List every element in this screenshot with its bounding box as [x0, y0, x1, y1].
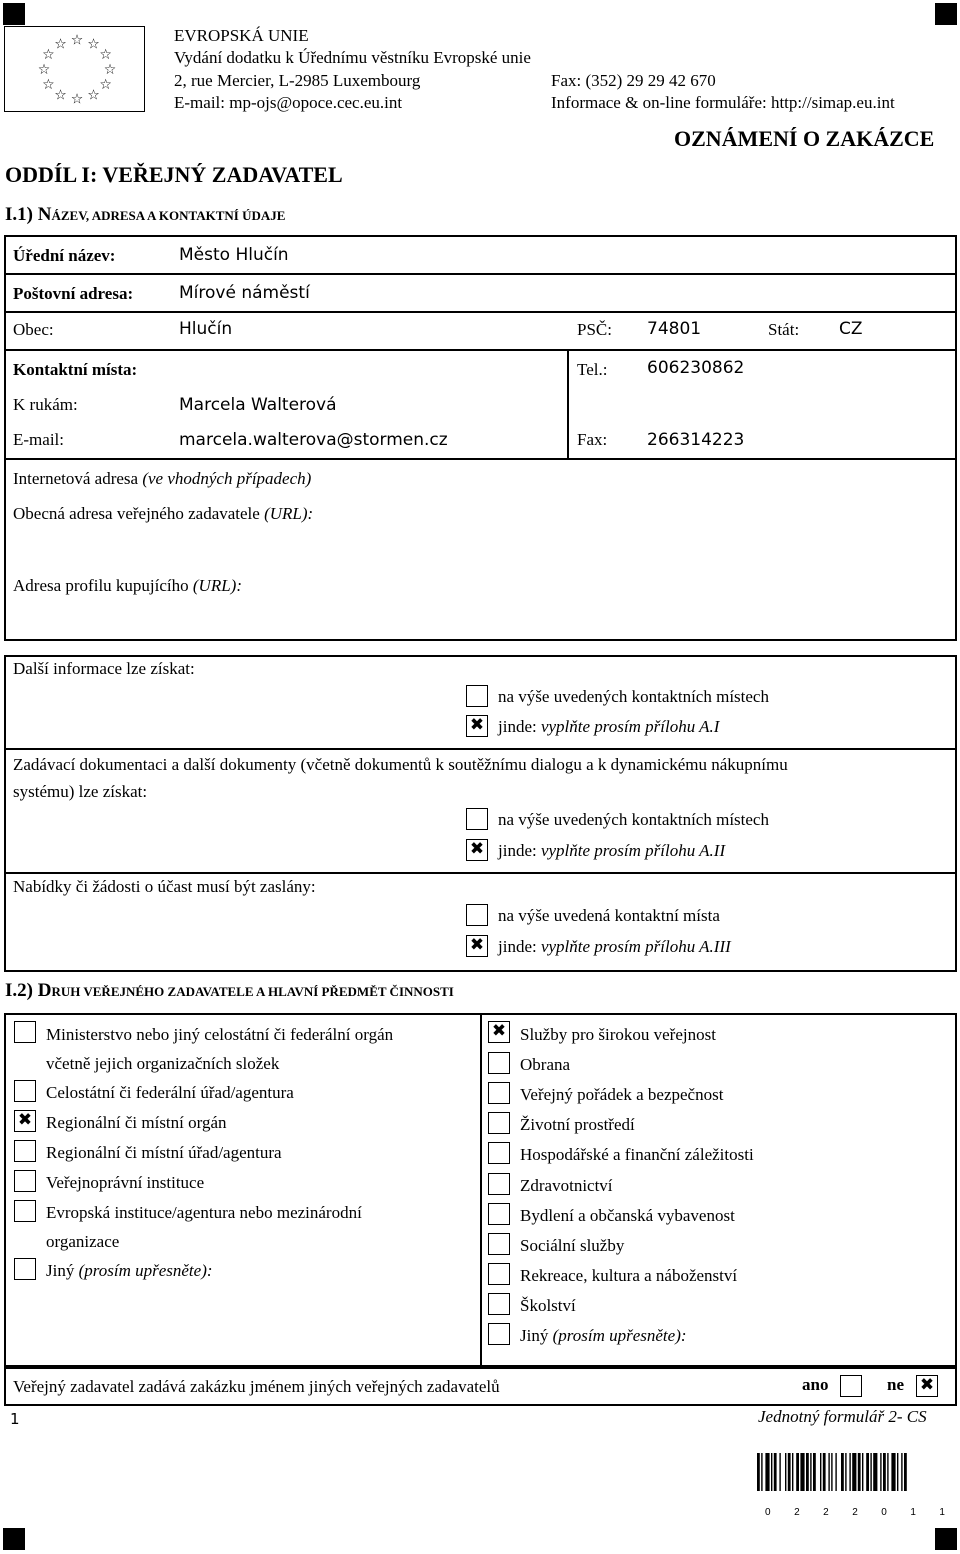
barcode-bar	[891, 1453, 895, 1491]
general-url-label: Obecná adresa veřejného zadavatele (URL):	[13, 504, 314, 523]
checkbox-authority-regional-agency[interactable]	[14, 1140, 36, 1162]
header-publication: Vydání dodatku k Úřednímu věstníku Evropské unie	[174, 48, 531, 67]
behalf-question: Veřejný zadavatel zadává zakázku jménem jiných veřejných zadavatelů	[13, 1377, 500, 1396]
barcode-bar	[813, 1453, 816, 1491]
flag-star-icon: ☆	[37, 62, 51, 78]
barcode-bar	[810, 1453, 811, 1491]
barcode-digit: 0	[765, 1507, 771, 1518]
barcode-bar	[852, 1453, 856, 1491]
barcode-bar	[779, 1453, 780, 1491]
header-email: E-mail: mp-ojs@opoce.cec.eu.int	[174, 93, 403, 112]
postal-address-value: Mírové náměstí	[179, 283, 310, 303]
checkbox-activity-public-order[interactable]	[488, 1082, 510, 1104]
country-label: Stát:	[768, 320, 800, 339]
section-title: ODDÍL I: VEŘEJNÝ ZADAVATEL	[5, 162, 343, 187]
corner-marker-tl	[3, 3, 25, 25]
documents-question-line2: systému) lze získat:	[13, 782, 148, 801]
barcode-digit: 1	[910, 1507, 916, 1518]
flag-star-icon: ☆	[87, 36, 100, 53]
flag-star-icon: ☆	[87, 87, 100, 104]
activity-recreation-label: Rekreace, kultura a náboženství	[520, 1266, 738, 1285]
activity-health-label: Zdravotnictví	[520, 1176, 613, 1195]
checkbox-activity-education[interactable]	[488, 1293, 510, 1315]
subsection-title-1: I.1) NÁZEV, ADRESA A KONTAKTNÍ ÚDAJE	[5, 204, 286, 225]
header-fax: Fax: (352) 29 29 42 670	[551, 71, 716, 90]
barcode-bar	[792, 1453, 793, 1491]
barcode-bar	[820, 1453, 821, 1491]
authority-ministry-label: Ministerstvo nebo jiný celostátní či federální orgán	[46, 1025, 394, 1044]
tel-value: 606230862	[647, 358, 745, 378]
barcode-bar	[904, 1453, 907, 1491]
form-name: Jednotný formulář 2- CS	[758, 1407, 927, 1426]
checkbox-activity-general-services[interactable]: ✖	[488, 1021, 510, 1043]
barcode-bar	[870, 1453, 871, 1491]
fax-value: 266314223	[647, 430, 745, 450]
country-value: CZ	[839, 319, 863, 339]
checkbox-authority-public-law[interactable]	[14, 1170, 36, 1192]
barcode-bar	[862, 1453, 863, 1491]
checkbox-activity-health[interactable]	[488, 1173, 510, 1195]
barcode-bar	[806, 1453, 809, 1491]
town-value: Hlučín	[179, 319, 233, 339]
checkbox-authority-other[interactable]	[14, 1258, 36, 1280]
checkbox-authority-european[interactable]	[14, 1200, 36, 1222]
barcode-bar	[785, 1453, 786, 1491]
barcode-bar	[849, 1453, 850, 1491]
doc-title: OZNÁMENÍ O ZAKÁZCE	[674, 126, 935, 151]
checkbox-q1-contact-points[interactable]	[466, 685, 488, 707]
activity-economic-label: Hospodářské a finanční záležitosti	[520, 1145, 754, 1164]
authority-european-label: Evropská instituce/agentura nebo mezinárodní	[46, 1203, 362, 1222]
tel-label: Tel.:	[577, 360, 608, 379]
flag-star-icon: ☆	[70, 32, 84, 49]
fax-label: Fax:	[577, 430, 608, 449]
barcode-bar	[841, 1453, 844, 1491]
barcode-digit: 2	[852, 1507, 858, 1518]
barcode-bar	[757, 1453, 760, 1491]
authority-ministry-label-line2: včetně jejich organizačních složek	[46, 1054, 280, 1073]
email-label: E-mail:	[13, 430, 64, 449]
checkbox-authority-ministry[interactable]	[14, 1021, 36, 1043]
barcode-digit: 0	[881, 1507, 887, 1518]
zip-value: 74801	[647, 319, 702, 339]
checkbox-q3-elsewhere[interactable]: ✖	[466, 935, 488, 957]
checkbox-q1-elsewhere[interactable]: ✖	[466, 715, 488, 737]
flag-star-icon: ☆	[103, 62, 117, 78]
official-name-label: Úřední název:	[13, 246, 116, 265]
buyer-profile-label: Adresa profilu kupujícího (URL):	[13, 576, 242, 595]
barcode-bar	[831, 1453, 832, 1491]
activity-housing-label: Bydlení a občanská vybavenost	[520, 1206, 735, 1225]
barcode-digit: 2	[823, 1507, 829, 1518]
q2-option-elsewhere: jinde: vyplňte prosím přílohu A.II	[498, 841, 726, 860]
authority-regional-label: Regionální či místní orgán	[46, 1113, 227, 1132]
flag-star-icon: ☆	[42, 47, 55, 64]
flag-star-icon: ☆	[99, 76, 112, 93]
flag-star-icon: ☆	[70, 91, 84, 108]
header-info-link[interactable]: Informace & on-line formuláře: http://simap.eu.int	[551, 93, 895, 112]
barcode-bar	[823, 1453, 826, 1491]
checkbox-behalf-no[interactable]: ✖	[916, 1375, 938, 1397]
checkbox-activity-housing[interactable]	[488, 1203, 510, 1225]
barcode-bar	[765, 1453, 769, 1491]
checkbox-activity-economic[interactable]	[488, 1142, 510, 1164]
eu-flag-icon	[4, 26, 145, 112]
authority-national-agency-label: Celostátní či federální úřad/agentura	[46, 1083, 294, 1102]
checkbox-behalf-yes[interactable]	[840, 1375, 862, 1397]
barcode-bar	[800, 1453, 804, 1491]
documents-question: Zadávací dokumentaci a další dokumenty (včetně dokumentů k soutěžnímu dialogu a k dynamickému nákupnímu	[13, 755, 788, 774]
flag-star-icon: ☆	[54, 87, 67, 104]
corner-marker-bl	[3, 1528, 25, 1550]
barcode-bar	[901, 1453, 902, 1491]
flag-star-icon: ☆	[99, 47, 112, 64]
barcode-bar	[835, 1453, 836, 1491]
activity-other-label: Jiný (prosím upřesněte):	[520, 1326, 687, 1345]
zip-label: PSČ:	[577, 320, 612, 339]
barcode-bar	[761, 1453, 762, 1491]
activity-defence-label: Obrana	[520, 1055, 571, 1074]
checkbox-activity-defence[interactable]	[488, 1052, 510, 1074]
barcode-bar	[866, 1453, 869, 1491]
flag-star-icon: ☆	[54, 36, 67, 53]
barcode-bar	[771, 1453, 772, 1491]
tenders-question: Nabídky či žádosti o účast musí být zaslány:	[13, 877, 316, 896]
checkbox-activity-recreation[interactable]	[488, 1263, 510, 1285]
checkbox-q3-contact-points[interactable]	[466, 904, 488, 926]
postal-address-label: Poštovní adresa:	[13, 284, 134, 303]
flag-star-icon: ☆	[42, 76, 55, 93]
subsection-title-2: I.2) DRUH VEŘEJNÉHO ZADAVATELE A HLAVNÍ PŘEDMĚT ČINNOSTI	[5, 980, 454, 1001]
barcode-bar	[788, 1453, 791, 1491]
barcode-bar	[897, 1453, 898, 1491]
barcode-bar	[774, 1453, 777, 1491]
checkbox-authority-national-agency[interactable]	[14, 1080, 36, 1102]
activity-education-label: Školství	[520, 1296, 576, 1315]
authority-european-label-line2: organizace	[46, 1232, 120, 1251]
q2-option-contact-points: na výše uvedených kontaktních místech	[498, 810, 769, 829]
further-info-question: Další informace lze získat:	[13, 659, 195, 678]
corner-marker-tr	[935, 3, 957, 25]
town-label: Obec:	[13, 320, 54, 339]
activity-social-label: Sociální služby	[520, 1236, 625, 1255]
barcode-bar	[858, 1453, 861, 1491]
activity-environment-label: Životní prostředí	[520, 1115, 635, 1134]
barcode-bar	[873, 1453, 877, 1491]
q3-option-elsewhere: jinde: vyplňte prosím přílohu A.III	[498, 937, 731, 956]
checkbox-q2-contact-points[interactable]	[466, 808, 488, 830]
behalf-no-label: ne	[887, 1375, 904, 1394]
email-value[interactable]: marcela.walterova@stormen.cz	[179, 430, 448, 450]
checkbox-authority-regional[interactable]: ✖	[14, 1110, 36, 1132]
barcode-digit: 1	[939, 1507, 945, 1518]
checkbox-activity-environment[interactable]	[488, 1112, 510, 1134]
contact-points-label: Kontaktní místa:	[13, 360, 138, 379]
barcode-bar	[828, 1453, 829, 1491]
barcode	[757, 1453, 953, 1505]
attention-value: Marcela Walterová	[179, 395, 337, 415]
checkbox-q2-elsewhere[interactable]: ✖	[466, 839, 488, 861]
barcode-digits	[757, 1507, 953, 1521]
q1-option-contact-points: na výše uvedených kontaktních místech	[498, 687, 769, 706]
authority-regional-agency-label: Regionální či místní úřad/agentura	[46, 1143, 282, 1162]
activity-public-order-label: Veřejný pořádek a bezpečnost	[520, 1085, 724, 1104]
checkbox-activity-other[interactable]	[488, 1323, 510, 1345]
corner-marker-br	[935, 1528, 957, 1550]
barcode-digit: 2	[794, 1507, 800, 1518]
checkbox-activity-social[interactable]	[488, 1233, 510, 1255]
barcode-bar	[796, 1453, 799, 1491]
header-address: 2, rue Mercier, L-2985 Luxembourg	[174, 71, 421, 90]
authority-other-label: Jiný (prosím upřesněte):	[46, 1261, 213, 1280]
q1-option-elsewhere: jinde: vyplňte prosím přílohu A.I	[498, 717, 720, 736]
barcode-bar	[883, 1453, 886, 1491]
barcode-bar	[887, 1453, 888, 1491]
page-number: 1	[10, 1410, 20, 1428]
barcode-bar	[880, 1453, 881, 1491]
attention-label: K rukám:	[13, 395, 78, 414]
authority-public-law-label: Veřejnoprávní instituce	[46, 1173, 205, 1192]
internet-address-label: Internetová adresa (ve vhodných případech)	[13, 469, 312, 488]
activity-general-services-label: Služby pro širokou veřejnost	[520, 1025, 716, 1044]
behalf-yes-label: ano	[802, 1375, 829, 1394]
q3-option-contact-points: na výše uvedená kontaktní místa	[498, 906, 720, 925]
header-org: EVROPSKÁ UNIE	[174, 26, 309, 45]
official-name-value: Město Hlučín	[179, 245, 289, 265]
barcode-bar	[845, 1453, 846, 1491]
